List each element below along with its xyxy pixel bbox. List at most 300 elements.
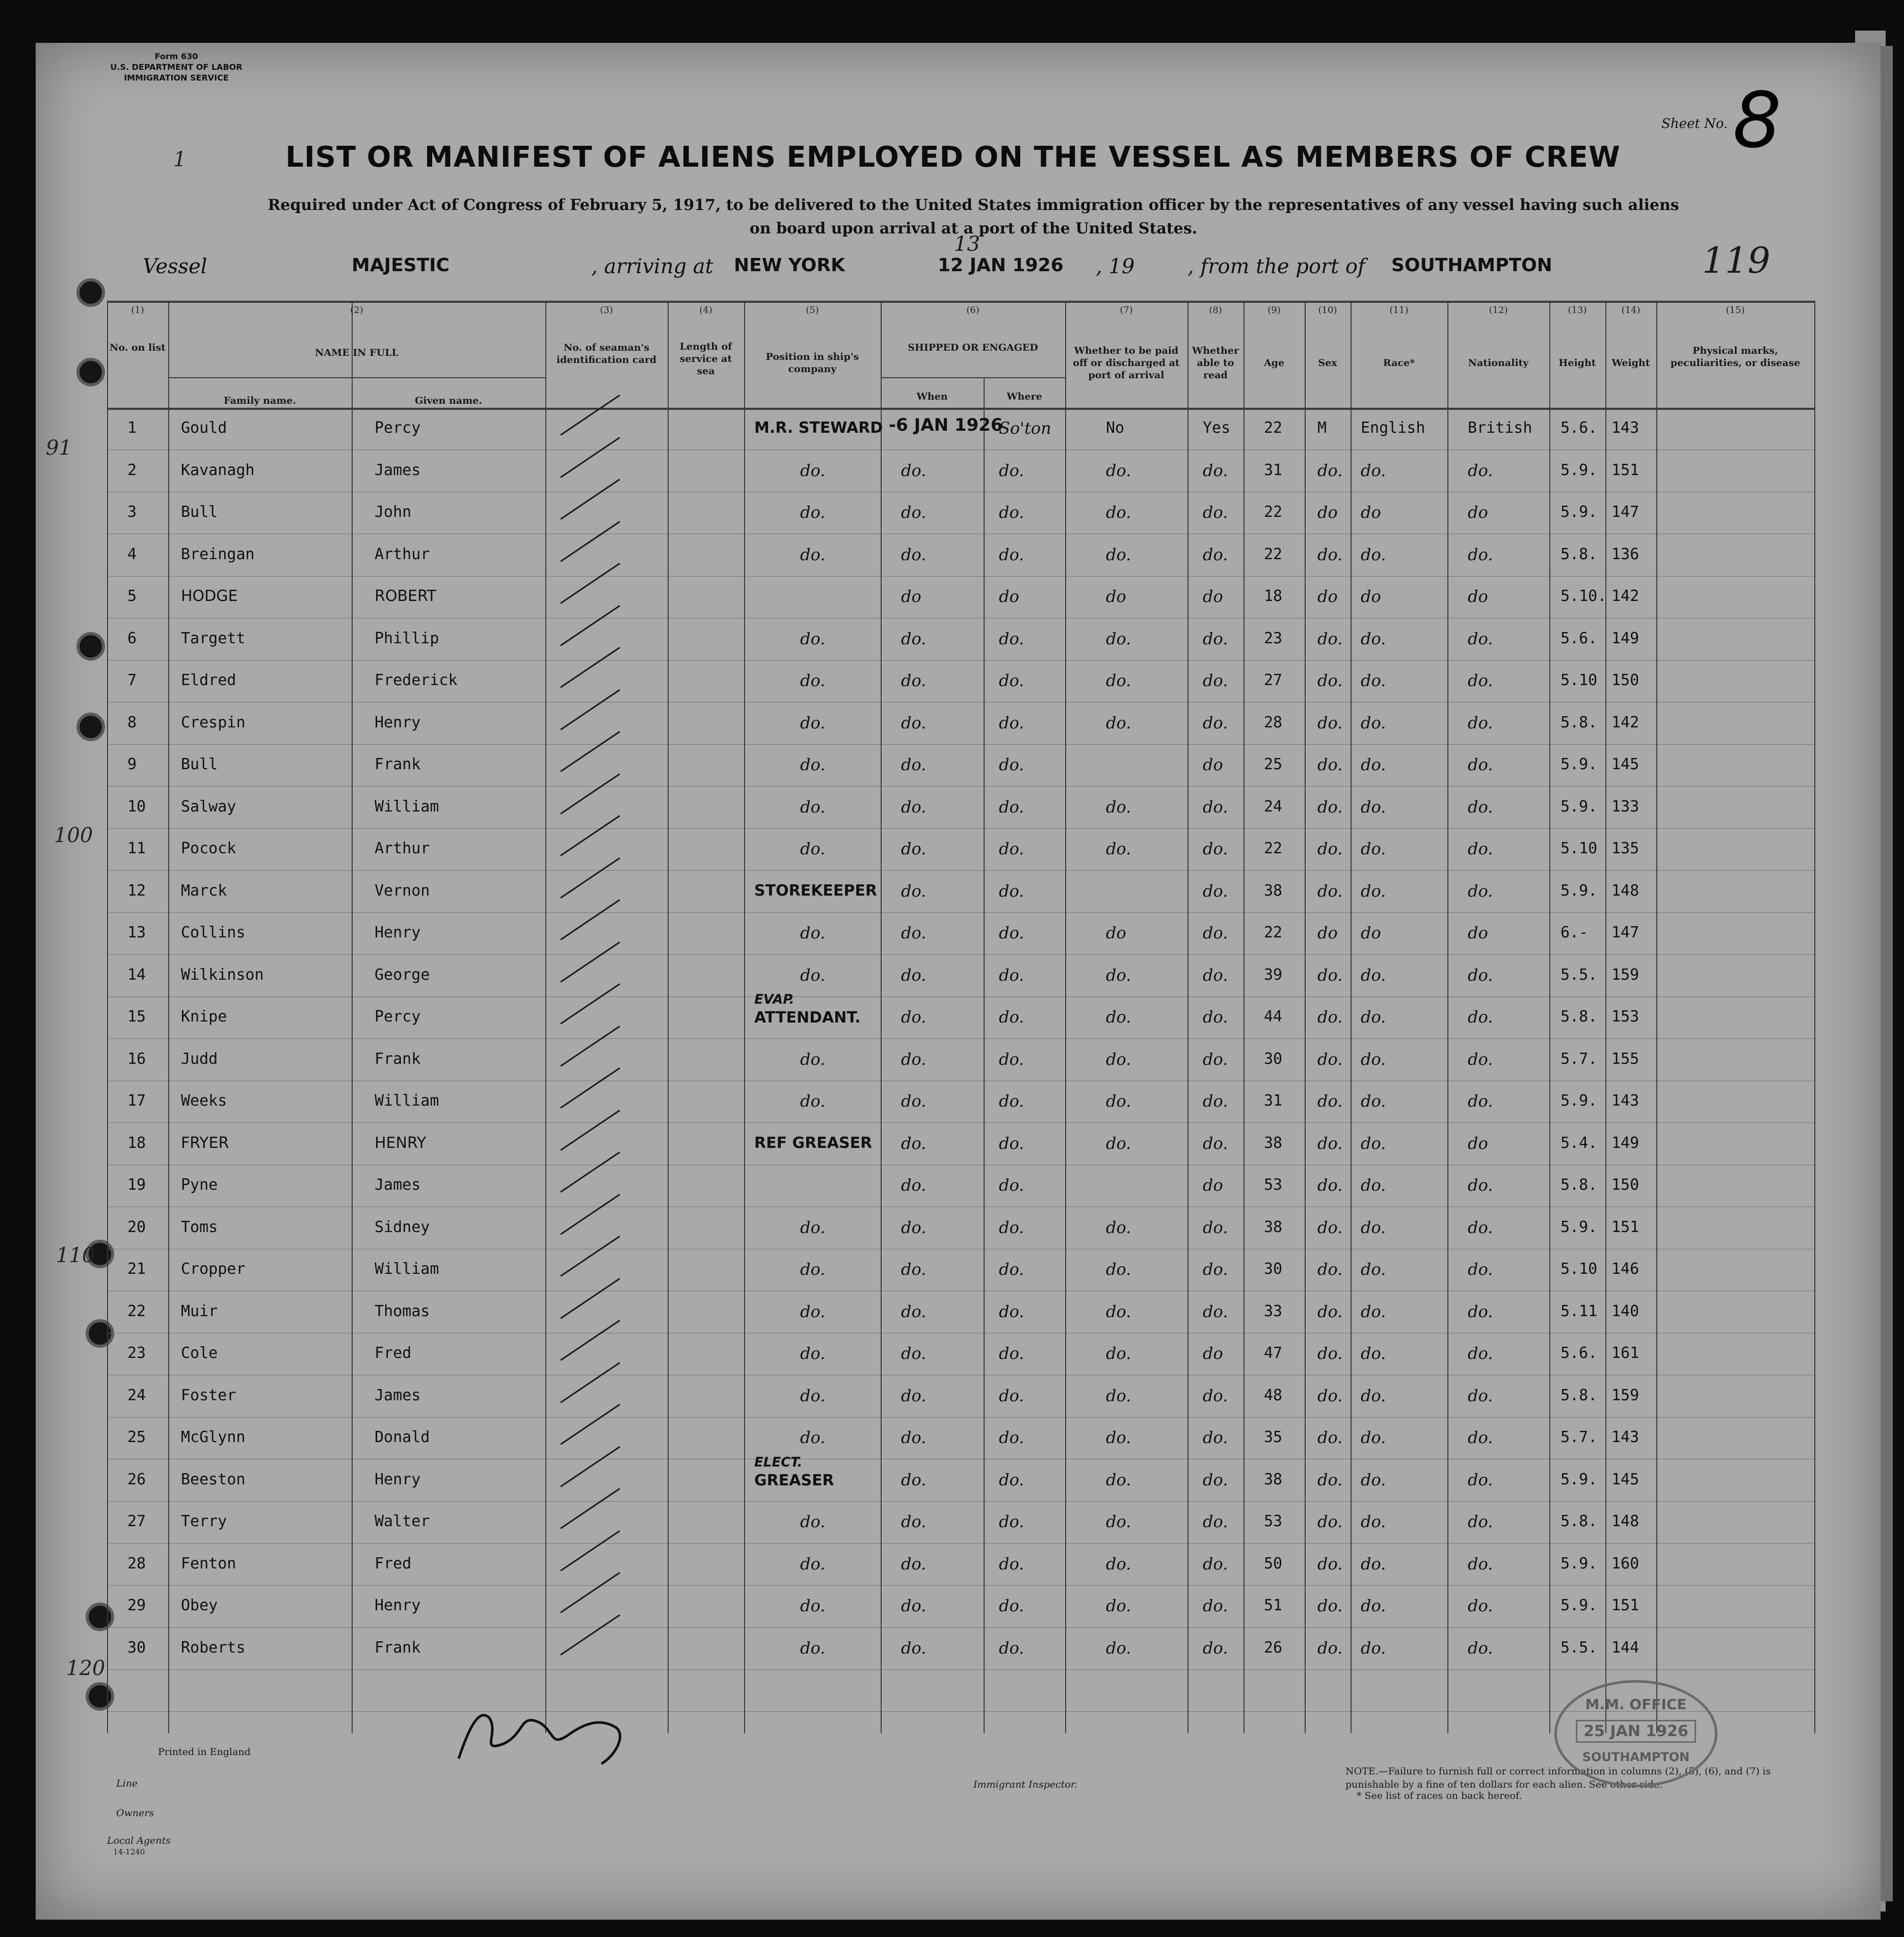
row-rule — [107, 576, 1814, 577]
column-rule — [545, 301, 546, 1733]
column-rule — [984, 377, 985, 1733]
paid-off: do. — [1106, 797, 1131, 817]
fine-note-text: NOTE.—Failure to furnish full or correct information in columns (2), (5), (6), and (7) is punishable by a fine of ten dollars for each alien. See other side. — [1345, 1766, 1771, 1790]
column-rule — [881, 301, 882, 1733]
weight: 142 — [1611, 587, 1639, 605]
given-name: Henry — [375, 924, 421, 941]
position: do. — [800, 629, 826, 648]
header-no-on-list: No. on list — [110, 342, 166, 353]
shipped-where: do. — [999, 1260, 1024, 1279]
nationality: do. — [1468, 713, 1493, 732]
paid-off: do. — [1106, 503, 1131, 522]
header-paid-off: Whether to be paid off or discharged at port of arrival — [1073, 345, 1180, 381]
punch-hole — [76, 278, 105, 307]
family-name: Collins — [181, 924, 246, 941]
sex: do. — [1317, 460, 1343, 480]
shipped-where: do. — [999, 1175, 1024, 1195]
age: 50 — [1264, 1554, 1283, 1573]
header-top-rule — [107, 301, 1814, 303]
owners-label: Owners — [116, 1808, 154, 1819]
position: do. — [800, 1385, 826, 1405]
header-given-name: Given name. — [415, 395, 482, 406]
height: 5.8. — [1561, 1386, 1598, 1404]
weight: 155 — [1611, 1050, 1639, 1068]
sex: M — [1317, 419, 1327, 437]
shipped-when: do. — [901, 1512, 927, 1531]
paid-off: do. — [1106, 1301, 1131, 1321]
height: 5.9. — [1561, 1554, 1598, 1573]
row-number: 4 — [127, 545, 137, 563]
family-name: Foster — [181, 1386, 236, 1404]
row-number: 3 — [127, 503, 137, 521]
nationality: do. — [1468, 629, 1493, 648]
header-family-name: Family name. — [224, 395, 296, 406]
family-name: Crespin — [181, 713, 246, 731]
height: 5.8. — [1561, 1008, 1598, 1026]
given-name: Walter — [375, 1512, 430, 1530]
paid-off: do — [1106, 923, 1126, 943]
shipped-where: do. — [999, 965, 1024, 985]
age: 28 — [1264, 713, 1283, 731]
sex: do. — [1317, 671, 1343, 690]
column-number: (14) — [1621, 305, 1641, 316]
column-number: (8) — [1209, 305, 1222, 316]
able-to-read: do. — [1203, 839, 1228, 858]
family-name: Kavanagh — [181, 461, 255, 479]
shipped-where: do. — [999, 923, 1024, 943]
vessel-name: MAJESTIC — [352, 255, 449, 276]
stamp-line-1: M.M. OFFICE — [1585, 1696, 1687, 1713]
row-number: 16 — [127, 1050, 146, 1068]
family-name: FRYER — [181, 1134, 229, 1152]
margin-note: 91 — [46, 436, 72, 460]
height: 5.9. — [1561, 755, 1598, 773]
row-rule — [107, 1627, 1814, 1628]
able-to-read: do. — [1203, 1217, 1228, 1237]
row-number: 6 — [127, 629, 137, 647]
family-name: Pyne — [181, 1176, 218, 1194]
family-name: Marck — [181, 881, 227, 900]
height: 5.10 — [1561, 1260, 1598, 1278]
nationality: do. — [1468, 1217, 1493, 1237]
row-rule — [107, 1669, 1814, 1670]
shipped-subheader-rule — [881, 377, 1065, 378]
row-rule — [107, 1417, 1814, 1418]
age: 38 — [1264, 881, 1283, 900]
shipped-where: do. — [999, 839, 1024, 858]
shipped-where: do. — [999, 1428, 1024, 1447]
weight: 159 — [1611, 1386, 1639, 1404]
shipped-when: -6 JAN 1926 — [889, 415, 1003, 435]
height: 5.10. — [1561, 587, 1607, 605]
height: 5.9. — [1561, 503, 1598, 521]
shipped-when: do. — [901, 1260, 927, 1279]
race: do. — [1361, 1049, 1386, 1069]
age: 27 — [1264, 671, 1283, 689]
shipped-where: do. — [999, 1217, 1024, 1237]
age: 53 — [1264, 1512, 1283, 1530]
height: 5.7. — [1561, 1428, 1598, 1446]
shipped-where: do. — [999, 1470, 1024, 1489]
paid-off: do — [1106, 587, 1126, 606]
given-name: Henry — [375, 1470, 421, 1488]
punch-hole — [76, 713, 105, 741]
age: 31 — [1264, 1092, 1283, 1110]
shipped-where: do. — [999, 460, 1024, 480]
able-to-read: do. — [1203, 1428, 1228, 1447]
weight: 140 — [1611, 1302, 1639, 1320]
shipped-where: do. — [999, 1301, 1024, 1321]
height: 5.9. — [1561, 797, 1598, 816]
able-to-read: do. — [1203, 671, 1228, 690]
able-to-read: do. — [1203, 1301, 1228, 1321]
height: 5.6. — [1561, 1344, 1598, 1362]
able-to-read: do — [1203, 587, 1223, 606]
row-number: 7 — [127, 671, 137, 689]
given-name: ROBERT — [375, 587, 436, 605]
given-name: John — [375, 503, 412, 521]
age: 48 — [1264, 1386, 1283, 1404]
position: do. — [800, 755, 826, 774]
position: do. — [800, 1512, 826, 1531]
nationality: do. — [1468, 797, 1493, 817]
height: 5.8. — [1561, 713, 1598, 731]
family-name: Targett — [181, 629, 246, 647]
top-mark: 1 — [173, 148, 187, 171]
sex: do. — [1317, 1260, 1343, 1279]
signature — [448, 1687, 642, 1769]
race: do — [1361, 503, 1381, 522]
shipped-when: do. — [901, 1596, 927, 1615]
row-rule — [107, 870, 1814, 871]
given-name: Donald — [375, 1428, 430, 1446]
family-name: Knipe — [181, 1008, 227, 1026]
row-rule — [107, 786, 1814, 787]
header-id-card: No. of seaman's identification card — [556, 342, 657, 365]
punch-hole — [86, 1319, 114, 1348]
column-number: (1) — [131, 305, 144, 316]
shipped-where: do. — [999, 1554, 1024, 1574]
age: 30 — [1264, 1260, 1283, 1278]
departure-port: SOUTHAMPTON — [1391, 255, 1552, 276]
header-weight: Weight — [1611, 357, 1650, 369]
family-name: Roberts — [181, 1638, 246, 1657]
height: 5.9. — [1561, 881, 1598, 900]
given-name: Fred — [375, 1554, 412, 1573]
family-name: McGlynn — [181, 1428, 246, 1446]
age: 38 — [1264, 1134, 1283, 1152]
subtitle-line-1: Required under Act of Congress of February 5, 1917, to be delivered to the United States immigration officer by the representatives of any vessel having such aliens — [268, 196, 1679, 214]
row-number: 30 — [127, 1638, 146, 1657]
weight: 151 — [1611, 1218, 1639, 1236]
shipped-when: do. — [901, 1217, 927, 1237]
paid-off: do. — [1106, 1385, 1131, 1405]
column-number: (12) — [1489, 305, 1508, 316]
given-name: Vernon — [375, 881, 430, 900]
row-rule — [107, 1038, 1814, 1039]
shipped-when: do. — [901, 1301, 927, 1321]
given-name: Sidney — [375, 1218, 430, 1236]
nationality: do. — [1468, 1554, 1493, 1574]
header-race: Race* — [1383, 357, 1415, 369]
punch-hole — [76, 632, 105, 661]
race: do. — [1361, 1638, 1386, 1658]
stamp-date: 25 JAN 1926 — [1576, 1720, 1696, 1743]
family-name: Eldred — [181, 671, 236, 689]
age: 31 — [1264, 461, 1283, 479]
paid-off: do. — [1106, 1428, 1131, 1447]
family-name: Terry — [181, 1512, 227, 1530]
given-name: Percy — [375, 1008, 421, 1026]
weight: 143 — [1611, 419, 1639, 437]
vessel-label: Vessel — [143, 255, 207, 278]
given-name: Frank — [375, 1638, 421, 1657]
paid-off: do. — [1106, 1470, 1131, 1489]
header-length-service: Length of service at sea — [679, 341, 732, 377]
row-number: 26 — [127, 1470, 146, 1488]
column-number: (10) — [1318, 305, 1337, 316]
race: do. — [1361, 1470, 1386, 1489]
printed-note: Printed in England — [158, 1746, 251, 1758]
given-name: Henry — [375, 1596, 421, 1614]
family-name: Gould — [181, 419, 227, 437]
given-name: William — [375, 1092, 439, 1110]
column-rule — [1549, 301, 1550, 1733]
age: 24 — [1264, 797, 1283, 816]
weight: 147 — [1611, 924, 1639, 941]
nationality: British — [1468, 419, 1532, 437]
from-port-label: , from the port of — [1187, 255, 1365, 278]
subtitle-line-2: on board upon arrival at a port of the United States. — [749, 220, 1198, 238]
height: 5.5. — [1561, 965, 1598, 984]
shipped-when: do — [901, 587, 921, 606]
able-to-read: do. — [1203, 1554, 1228, 1574]
shipped-where: do. — [999, 1049, 1024, 1069]
age: 30 — [1264, 1050, 1283, 1068]
sex: do. — [1317, 1596, 1343, 1615]
sex: do. — [1317, 1428, 1343, 1447]
shipped-when: do. — [901, 923, 927, 943]
arrival-port: NEW YORK — [734, 255, 845, 276]
sex: do. — [1317, 1638, 1343, 1658]
column-number: (3) — [600, 305, 613, 316]
paid-off: do. — [1106, 544, 1131, 564]
form-code: 14-1240 — [113, 1847, 145, 1856]
age: 23 — [1264, 629, 1283, 647]
row-number: 11 — [127, 840, 146, 857]
race: do. — [1361, 1133, 1386, 1153]
race: do — [1361, 587, 1381, 606]
nationality: do. — [1468, 1428, 1493, 1447]
column-rule — [1605, 301, 1606, 1733]
sex: do. — [1317, 1133, 1343, 1153]
row-number: 29 — [127, 1596, 146, 1614]
able-to-read: do — [1203, 1344, 1223, 1363]
age: 35 — [1264, 1428, 1283, 1446]
weight: 153 — [1611, 1008, 1639, 1026]
family-name: Muir — [181, 1302, 218, 1320]
position: do. — [800, 671, 826, 690]
family-name: Breingan — [181, 545, 255, 563]
row-number: 8 — [127, 713, 137, 731]
age: 51 — [1264, 1596, 1283, 1614]
paid-off: do. — [1106, 1091, 1131, 1111]
family-name: Fenton — [181, 1554, 236, 1573]
year-label: , 19 — [1096, 255, 1135, 278]
row-number: 21 — [127, 1260, 146, 1278]
paid-off: do. — [1106, 1554, 1131, 1574]
shipped-when: do. — [901, 839, 927, 858]
row-number: 13 — [127, 924, 146, 941]
weight: 159 — [1611, 965, 1639, 984]
nationality: do. — [1468, 755, 1493, 774]
sex: do — [1317, 503, 1338, 522]
family-name: Weeks — [181, 1092, 227, 1110]
sex: do — [1317, 587, 1338, 606]
row-number: 5 — [127, 587, 137, 605]
nationality: do. — [1468, 1596, 1493, 1615]
age: 47 — [1264, 1344, 1283, 1362]
position: do. — [800, 1301, 826, 1321]
sex: do — [1317, 923, 1338, 943]
row-number: 20 — [127, 1218, 146, 1236]
position: do. — [800, 923, 826, 943]
sex: do. — [1317, 629, 1343, 648]
race: do. — [1361, 881, 1386, 901]
paid-off: do. — [1106, 713, 1131, 732]
column-rule — [1814, 301, 1815, 1733]
given-name: George — [375, 965, 430, 984]
height: 5.4. — [1561, 1134, 1598, 1152]
height: 5.8. — [1561, 1176, 1598, 1194]
inspector-label: Immigrant Inspector. — [973, 1779, 1077, 1790]
agents-label: Local Agents — [107, 1835, 171, 1846]
shipped-where: do. — [999, 881, 1024, 901]
shipped-where: do. — [999, 1512, 1024, 1531]
shipped-when: do. — [901, 881, 927, 901]
race: do. — [1361, 671, 1386, 690]
arriving-label: , arriving at — [591, 255, 713, 278]
paid-off: do. — [1106, 1133, 1131, 1153]
sex: do. — [1317, 1554, 1343, 1574]
nationality: do. — [1468, 881, 1493, 901]
position: do. — [800, 1554, 826, 1574]
family-name: Toms — [181, 1218, 218, 1236]
row-number: 15 — [127, 1008, 146, 1026]
row-number: 12 — [127, 881, 146, 900]
paid-off: do. — [1106, 629, 1131, 648]
column-number: (4) — [699, 305, 712, 316]
sex: do. — [1317, 755, 1343, 774]
able-to-read: do. — [1203, 629, 1228, 648]
position: do. — [800, 544, 826, 564]
shipped-where: do. — [999, 797, 1024, 817]
column-number: (9) — [1267, 305, 1281, 316]
race: do. — [1361, 839, 1386, 858]
sex: do. — [1317, 797, 1343, 817]
race: do. — [1361, 1301, 1386, 1321]
able-to-read: do. — [1203, 1007, 1228, 1027]
column-rule — [1447, 301, 1448, 1733]
race: do. — [1361, 1554, 1386, 1574]
column-rule — [1187, 301, 1188, 1733]
nationality: do. — [1468, 965, 1493, 985]
height: 5.10 — [1561, 671, 1598, 689]
age: 33 — [1264, 1302, 1283, 1320]
race: do. — [1361, 1217, 1386, 1237]
name-subheader-rule — [168, 377, 545, 378]
paid-off: do. — [1106, 965, 1131, 985]
race: do. — [1361, 1260, 1386, 1279]
column-number: (13) — [1568, 305, 1587, 316]
family-name: Obey — [181, 1596, 218, 1614]
column-rule — [1656, 301, 1657, 1733]
row-number: 17 — [127, 1092, 146, 1110]
shipped-when: do. — [901, 965, 927, 985]
header-sex: Sex — [1318, 357, 1337, 369]
given-name: James — [375, 461, 421, 479]
paid-off: do. — [1106, 1260, 1131, 1279]
given-name: Percy — [375, 419, 421, 437]
position: REF GREASER — [754, 1134, 872, 1152]
sex: do. — [1317, 1301, 1343, 1321]
paid-off: do. — [1106, 1596, 1131, 1615]
weight: 148 — [1611, 881, 1639, 900]
column-rule — [1351, 301, 1352, 1733]
row-number: 19 — [127, 1176, 146, 1194]
row-rule — [107, 954, 1814, 955]
given-name: Arthur — [375, 545, 430, 563]
able-to-read: do. — [1203, 1049, 1228, 1069]
position: do. — [800, 839, 826, 858]
row-number: 27 — [127, 1512, 146, 1530]
header-shipped: SHIPPED OR ENGAGED — [908, 342, 1038, 353]
given-name: Arthur — [375, 840, 430, 857]
able-to-read: do. — [1203, 797, 1228, 817]
age: 39 — [1264, 965, 1283, 984]
nationality: do — [1468, 1133, 1488, 1153]
document-title: LIST OR MANIFEST OF ALIENS EMPLOYED ON THE VESSEL AS MEMBERS OF CREW — [285, 141, 1621, 174]
age: 26 — [1264, 1638, 1283, 1657]
paid-off: do. — [1106, 460, 1131, 480]
shipped-where: do. — [999, 713, 1024, 732]
age: 25 — [1264, 755, 1283, 773]
race: do. — [1361, 1007, 1386, 1027]
header-where: Where — [1007, 391, 1042, 402]
sex: do. — [1317, 1175, 1343, 1195]
paid-off: do. — [1106, 1007, 1131, 1027]
given-name: Frank — [375, 755, 421, 773]
shipped-when: do. — [901, 797, 927, 817]
nationality: do. — [1468, 544, 1493, 564]
page-edge-shadow — [1881, 46, 1893, 1901]
shipped-when: do. — [901, 503, 927, 522]
nationality: do. — [1468, 1512, 1493, 1531]
shipped-when: do. — [901, 1344, 927, 1363]
able-to-read: do. — [1203, 923, 1228, 943]
position: do. — [800, 1344, 826, 1363]
weight: 147 — [1611, 503, 1639, 521]
service: IMMIGRATION SERVICE — [124, 73, 229, 83]
position: do. — [800, 1260, 826, 1279]
able-to-read: do. — [1203, 1596, 1228, 1615]
sex: do. — [1317, 1007, 1343, 1027]
stamp-line-3: SOUTHAMPTON — [1582, 1750, 1690, 1764]
age: 38 — [1264, 1218, 1283, 1236]
paid-off: do. — [1106, 1512, 1131, 1531]
nationality: do. — [1468, 671, 1493, 690]
position: do. — [800, 1049, 826, 1069]
